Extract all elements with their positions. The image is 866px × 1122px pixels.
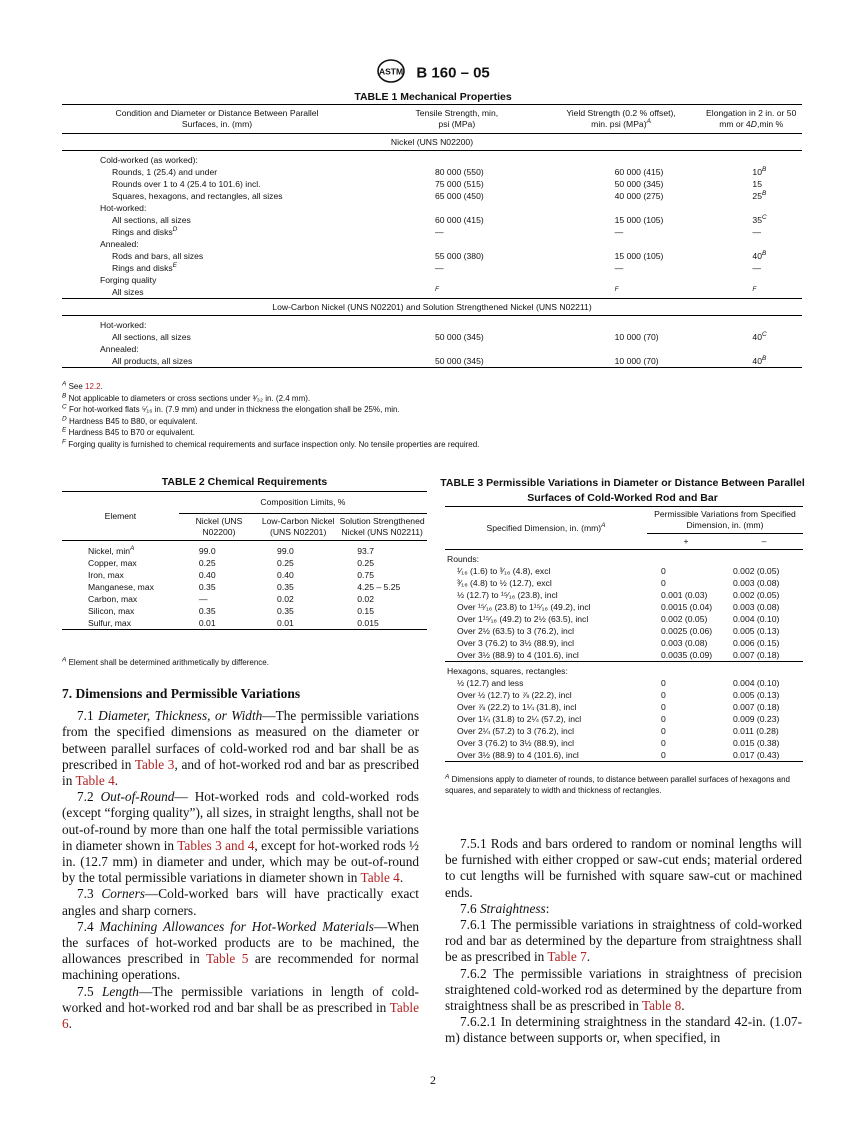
t1-cell-yield <box>542 202 701 214</box>
t1-cell-elongation <box>700 151 802 167</box>
t1-cell-tensile: 65 000 (450) <box>434 191 484 201</box>
t3-row <box>445 649 803 662</box>
t3-cell-plus: 0 <box>661 578 666 588</box>
para-7-6: 7.6 Straightness: <box>460 900 550 916</box>
t2-cell-value: 0.35 <box>277 606 294 616</box>
t1-cell-yield: 40 000 (275) <box>614 191 664 201</box>
t3-row <box>445 701 803 713</box>
footnote-marker: B <box>761 166 767 174</box>
link-table6[interactable]: Table 6 <box>62 999 419 1032</box>
t1-cell-elongation <box>700 238 802 250</box>
t1-cell-elongation <box>700 316 802 332</box>
t1-cell-tensile <box>372 316 542 332</box>
designation: B 160 – 05 <box>416 64 490 82</box>
t1-cell-tensile: 60 000 (415) <box>434 215 484 225</box>
t1-cell-elongation: F <box>752 286 757 294</box>
t2-header-element: Element <box>62 492 179 541</box>
para-7-5: 7.5 Length—The permissible variations in length of cold-worked and hot-worked rod and bar shall be as prescribed in Table 6. <box>62 983 419 1032</box>
t1-row <box>62 331 802 343</box>
t2-cell-value: 0.35 <box>198 606 216 616</box>
t2-cell-value: 4.25 – 5.25 <box>357 582 401 592</box>
link-table3[interactable]: Table 3 <box>134 756 175 772</box>
t2-cell-element: Silicon, max <box>88 606 135 616</box>
t1-row <box>62 202 802 214</box>
t1-cell-yield: 15 000 (105) <box>614 251 664 261</box>
t3-cell-dimension: Over 2¼ (57.2) to 3 (76.2), incl <box>457 726 575 736</box>
t3-cell-plus: 0 <box>661 566 666 576</box>
t1-cell-yield <box>542 151 701 167</box>
t3-row <box>445 565 803 577</box>
t3-cell-plus: 0 <box>661 726 666 736</box>
t3-cell-plus: 0.0025 (0.06) <box>661 626 713 636</box>
t3-cell-minus: 0.002 (0.05) <box>733 566 780 576</box>
footnote-marker: D <box>172 226 178 234</box>
t1-row <box>62 226 802 238</box>
t3-cell-minus: 0.004 (0.10) <box>733 614 780 624</box>
t3-row <box>445 749 803 762</box>
t2-cell-value: 0.02 <box>357 594 374 604</box>
t2-cell-value: 0.25 <box>198 558 216 568</box>
t3-cell-plus: 0.001 (0.03) <box>661 590 708 600</box>
t3-row <box>445 613 803 625</box>
footnote-marker: E <box>172 262 178 270</box>
footnote-marker: C <box>761 214 767 222</box>
para-7-6-2: 7.6.2 The permissible variations in straightness of precision straightened cold-worked rod as determined by the departure from straightness shall be as prescribed in Table 8. <box>445 965 802 1014</box>
t2-cell-value: 0.015 <box>357 618 379 628</box>
t3-row <box>445 677 803 689</box>
t2-row <box>62 581 427 593</box>
link-table4-b[interactable]: Table 4 <box>360 870 400 886</box>
t1-row <box>62 214 802 226</box>
t1-cell-condition: All sections, all sizes <box>112 332 191 342</box>
t2-cell-value: 0.75 <box>357 570 374 580</box>
t3-cell-dimension: ½ (12.7) and less <box>457 678 524 688</box>
t3-cell-dimension: Over 3½ (88.9) to 4 (101.6), incl <box>457 750 579 760</box>
t3-row <box>445 737 803 749</box>
t1-cell-tensile: 55 000 (380) <box>434 251 484 261</box>
t3-cell-plus: 0.002 (0.05) <box>661 614 708 624</box>
link-table7[interactable]: Table 7 <box>547 949 587 965</box>
t3-cell-plus: 0.0035 (0.09) <box>661 650 713 660</box>
t1-cell-elongation: $25^B$ <box>752 190 767 201</box>
t3-header-minus: – <box>761 536 767 546</box>
t1-cell-yield <box>542 238 701 250</box>
t1-cell-tensile <box>372 151 542 167</box>
t1-cell-elongation: 15 <box>752 179 762 189</box>
t1-section-row <box>62 134 802 151</box>
table2-title: TABLE 2 Chemical Requirements <box>161 476 328 488</box>
t3-row <box>445 689 803 701</box>
t1-cell-tensile: 80 000 (550) <box>434 167 484 177</box>
t2-cell-value: — <box>198 594 208 604</box>
table3 <box>445 506 803 762</box>
t1-cell-yield <box>542 316 701 332</box>
t3-row <box>445 637 803 649</box>
t3-cell-plus: 0 <box>661 702 666 712</box>
footnote-marker: B <box>761 250 767 258</box>
table3-footnote: $^A$ Dimensions apply to diameter of rounds, to distance between parallel surfaces of hexagons and squares, and separately to width and thickness of rectangles. <box>445 773 790 796</box>
t1-cell-yield: 10 000 (70) <box>614 356 659 366</box>
t1-cell-tensile <box>372 274 542 286</box>
t2-row <box>62 569 427 581</box>
t1-cell-elongation: $35^C$ <box>752 214 767 225</box>
t2-header-col2: Low-Carbon Nickel (UNS N02201) <box>261 516 335 537</box>
t1-row <box>62 316 802 332</box>
t3-cell-minus: 0.009 (0.23) <box>733 714 780 724</box>
t1-cell-condition: Rods and bars, all sizes <box>112 251 204 261</box>
t1-cell-yield <box>542 274 701 286</box>
t1-cell-condition: Annealed: <box>100 344 139 354</box>
t1-row <box>62 262 802 274</box>
t1-row <box>62 178 802 190</box>
t3-group-label: Rounds: <box>447 554 480 564</box>
t1-header-tensile: Tensile Strength, min, psi (MPa) <box>415 108 499 129</box>
t1-cell-condition: Forging quality <box>100 275 157 285</box>
t2-cell-value: 99.0 <box>198 546 216 556</box>
t3-cell-minus: 0.005 (0.13) <box>733 626 780 636</box>
link-table5[interactable]: Table 5 <box>205 951 249 967</box>
t3-cell-minus: 0.003 (0.08) <box>733 578 780 588</box>
t1-cell-condition: Rings and disks$^D$ <box>112 226 178 237</box>
t3-header-spec: Specified Dimension, in. (mm)$^A$ <box>445 507 647 550</box>
t1-cell-tensile: — <box>434 227 444 237</box>
t1-cell-condition: All sections, all sizes <box>112 215 191 225</box>
t3-cell-plus: 0 <box>661 714 666 724</box>
t3-cell-dimension: Over ¹⁵⁄₁₆ (23.8) to 1¹⁵⁄₁₆ (49.2), incl <box>457 602 591 612</box>
t2-cell-value: 0.25 <box>277 558 294 568</box>
t2-cell-value: 0.01 <box>277 618 294 628</box>
t3-cell-minus: 0.006 (0.15) <box>733 638 780 648</box>
t1-row <box>62 190 802 202</box>
t1-cell-tensile: — <box>434 263 444 273</box>
t1-cell-condition: Rounds over 1 to 4 (25.4 to 101.6) incl. <box>112 179 261 189</box>
t3-cell-plus: 0.0015 (0.04) <box>661 602 713 612</box>
t1-cell-condition: Rounds, 1 (25.4) and under <box>112 167 218 177</box>
link-table4[interactable]: Table 4 <box>75 773 115 789</box>
t1-cell-yield <box>542 343 701 355</box>
para-7-4: 7.4 Machining Allowances for Hot-Worked Materials—When the surfaces of hot-worked products are to be machined, the allowances prescribed in Table 5 are recommended for normal machining operations. <box>62 918 419 983</box>
page-number: 2 <box>430 1073 436 1087</box>
t2-cell-element: Copper, max <box>88 558 137 568</box>
t3-cell-minus: 0.005 (0.13) <box>733 690 780 700</box>
t2-cell-value: 0.40 <box>277 570 294 580</box>
t2-cell-value: 0.25 <box>357 558 374 568</box>
footnote-b: $^B$ Not applicable to diameters or cross sections under ³⁄₃₂ in. (2.4 mm). <box>62 391 311 403</box>
t1-cell-yield: 60 000 (415) <box>614 167 664 177</box>
link-table8[interactable]: Table 8 <box>641 998 682 1014</box>
t2-header-group: Composition Limits, % <box>179 492 427 514</box>
t3-group-row <box>445 662 803 678</box>
footnote-a-link[interactable]: 12.2 <box>85 382 101 391</box>
t1-cell-tensile <box>372 343 542 355</box>
t1-cell-condition: Annealed: <box>100 239 139 249</box>
t2-cell-value: 0.40 <box>198 570 216 580</box>
t3-cell-dimension: Over 2½ (63.5) to 3 (76.2), incl <box>457 626 575 636</box>
t1-cell-tensile <box>372 238 542 250</box>
t3-cell-minus: 0.003 (0.08) <box>733 602 780 612</box>
t1-cell-tensile: 75 000 (515) <box>434 179 484 189</box>
t3-cell-dimension: ½ (12.7) to ¹⁵⁄₁₆ (23.8), incl <box>457 590 558 600</box>
footnote-marker: C <box>761 331 767 339</box>
table2-footnote: $^A$ Element shall be determined arithmetically by difference. <box>62 656 269 667</box>
t3-cell-dimension: Over 3 (76.2) to 3½ (88.9), incl <box>457 738 575 748</box>
para-7-3: 7.3 Corners—Cold-worked bars will have practically exact angles and sharp corners. <box>62 886 419 918</box>
t2-cell-element: Manganese, max <box>88 582 154 592</box>
t3-cell-dimension: Over ½ (12.7) to ⅞ (22.2), incl <box>457 690 572 700</box>
t1-cell-yield: 50 000 (345) <box>614 179 664 189</box>
svg-text:ASTM: ASTM <box>379 66 404 77</box>
footnote-marker: A <box>130 545 135 553</box>
t1-cell-condition: Cold-worked (as worked): <box>100 155 198 165</box>
t2-row <box>62 541 427 558</box>
t2-cell-element: Iron, max <box>88 570 124 580</box>
t1-header-yield: Yield Strength (0.2 % offset), min. psi (MPa)$^A$ <box>566 108 676 129</box>
t3-cell-dimension: ¹⁄₁₆ (1.6) to ³⁄₁₆ (4.8), excl <box>457 566 551 576</box>
table1 <box>62 104 802 368</box>
t2-cell-value: 0.35 <box>277 582 294 592</box>
t3-row <box>445 725 803 737</box>
t2-row <box>62 605 427 617</box>
t3-group-row <box>445 550 803 566</box>
t2-row <box>62 617 427 630</box>
t1-cell-elongation: — <box>752 263 762 273</box>
t3-cell-plus: 0 <box>661 690 666 700</box>
para-7-1: 7.1 Diameter, Thickness, or Width—The permissible variations from the specified dimensions as measured on the diameter or between parallel surfaces of cold-worked rod and bar shall be as prescribed in Table 3, and of hot-worked rod and bar as prescribed in Table 4. <box>62 708 419 789</box>
footnote-d: $^D$ Hardness B45 to B80, or equivalent. <box>62 415 198 426</box>
t1-cell-yield: F <box>614 286 619 294</box>
t3-cell-dimension: ³⁄₁₆ (4.8) to ½ (12.7), excl <box>457 578 552 588</box>
t2-cell-element: Nickel, $\min^A$ <box>88 545 135 556</box>
t1-cell-condition: Hot-worked: <box>100 320 147 330</box>
t3-cell-minus: 0.007 (0.18) <box>733 650 780 660</box>
page-header <box>0 58 866 88</box>
left-column <box>62 686 419 1032</box>
t3-cell-plus: 0 <box>661 738 666 748</box>
t3-cell-minus: 0.017 (0.43) <box>733 750 780 760</box>
footnote-e: $^E$ Hardness B45 to B70 or equivalent. <box>62 426 195 438</box>
t1-row <box>62 355 802 368</box>
astm-logo-icon <box>376 58 406 88</box>
t1-row <box>62 286 802 299</box>
t3-cell-dimension: Over 1¹⁵⁄₁₆ (49.2) to 2½ (63.5), incl <box>457 614 589 624</box>
t2-cell-value: 93.7 <box>357 546 374 556</box>
t3-row <box>445 589 803 601</box>
t1-cell-elongation <box>700 343 802 355</box>
t3-cell-dimension: Over 3 (76.2) to 3½ (88.9), incl <box>457 638 575 648</box>
t1-cell-yield: 15 000 (105) <box>614 215 664 225</box>
t2-cell-value: 0.01 <box>198 618 216 628</box>
right-column <box>445 836 802 1047</box>
t1-cell-tensile: 50 000 (345) <box>434 332 484 342</box>
t1-row <box>62 250 802 262</box>
t2-cell-value: 0.35 <box>198 582 216 592</box>
footnote-marker: B <box>761 355 767 363</box>
t1-cell-tensile <box>372 202 542 214</box>
t1-cell-yield: — <box>614 227 624 237</box>
table1-title: TABLE 1 Mechanical Properties <box>354 91 512 103</box>
t3-cell-minus: 0.015 (0.38) <box>733 738 780 748</box>
t3-cell-plus: 0.003 (0.08) <box>661 638 708 648</box>
t1-section-row <box>62 299 802 316</box>
t2-header-col3: Solution Strengthened Nickel (UNS N02211) <box>339 516 425 537</box>
t1-header-condition: Condition and Diameter or Distance Between Parallel Surfaces, in. (mm) <box>115 108 319 129</box>
t2-row <box>62 593 427 605</box>
t2-cell-value: 0.02 <box>277 594 294 604</box>
para-7-6-1: 7.6.1 The permissible variations in straightness of cold-worked rod and bar as determined by the departure from straightness shall be as prescribed in Table 7. <box>445 917 802 965</box>
t1-section-label: Low-Carbon Nickel (UNS N02201) and Solution Strengthened Nickel (UNS N02211) <box>272 302 592 312</box>
t3-cell-minus: 0.002 (0.05) <box>733 590 780 600</box>
t1-cell-condition: All products, all sizes <box>112 356 193 366</box>
footnote-c: $^C$ For hot-worked flats ⁵⁄₁₆ in. (7.9 mm) and under in thickness the elongation shall be 25%, min. <box>62 403 400 415</box>
t1-row <box>62 274 802 286</box>
table1-footnotes <box>62 381 802 451</box>
section7-heading: 7. Dimensions and Permissible Variations <box>62 686 301 701</box>
t1-cell-elongation: $40^C$ <box>752 331 767 342</box>
t2-row <box>62 557 427 569</box>
t1-row <box>62 238 802 250</box>
t1-row <box>62 151 802 167</box>
t1-cell-tensile: 50 000 (345) <box>434 356 484 366</box>
t1-cell-elongation: $10^B$ <box>752 166 767 177</box>
t1-header-elongation: Elongation in 2 in. or 50 mm or 4D,min % <box>706 108 797 129</box>
t3-row <box>445 577 803 589</box>
t1-cell-elongation: $40^B$ <box>752 250 767 261</box>
t1-cell-elongation: $40^B$ <box>752 355 767 366</box>
table3-title: TABLE 3 Permissible Variations in Diameter or Distance Between Parallel Surfaces of Cold-Worked Rod and Bar <box>440 477 805 504</box>
t2-cell-value: 0.15 <box>357 606 374 616</box>
footnote-a: $^A$ See 12.2. <box>62 380 103 391</box>
t1-cell-yield: — <box>614 263 624 273</box>
t2-cell-element: Carbon, max <box>88 594 138 604</box>
t3-header-plus: + <box>683 536 689 546</box>
t3-cell-minus: 0.011 (0.28) <box>733 726 779 736</box>
t2-cell-element: Sulfur, max <box>88 618 131 628</box>
t1-row <box>62 343 802 355</box>
t1-row <box>62 166 802 178</box>
para-7-6-2-1: 7.6.2.1 In determining straightness in the standard 42-in. (1.07-m) distance between supports or, when specified, in <box>445 1014 802 1046</box>
t1-cell-condition: All sizes <box>112 287 144 297</box>
t3-cell-minus: 0.007 (0.18) <box>733 702 780 712</box>
t3-row <box>445 625 803 637</box>
t3-cell-dimension: Over 3½ (88.9) to 4 (101.6), incl <box>457 650 579 660</box>
para-7-2: 7.2 Out-of-Round— Hot-worked rods and cold-worked rods (except “forging quality”), all sizes, in straight lengths, shall not be out-of-round by more than one half the total permissible variations in diameter shown in Tables 3 and 4, except for hot-worked rods ½ in. (12.7 mm) in diameter and under, which may be out-of-round by the total permissible variations in diameter shown in Table 4. <box>62 789 419 886</box>
t3-group-label: Hexagons, squares, rectangles: <box>447 666 568 676</box>
footnote-marker: B <box>761 190 767 198</box>
t1-cell-condition: Squares, hexagons, and rectangles, all sizes <box>112 191 283 201</box>
t1-cell-elongation: — <box>752 227 762 237</box>
footnote-f: $^F$ Forging quality is furnished to chemical requirements and surface inspection only. No tensile properties are required. <box>62 438 480 449</box>
t1-cell-yield: 10 000 (70) <box>614 332 659 342</box>
t3-row <box>445 601 803 613</box>
t1-cell-condition: Rings and disks$^E$ <box>112 262 178 273</box>
t3-cell-dimension: Over 1¼ (31.8) to 2¼ (57.2), incl <box>457 714 582 724</box>
t3-header-perm: Permissible Variations from Specified Dimension, in. (mm) <box>647 507 803 534</box>
t1-cell-tensile: F <box>434 286 439 294</box>
t3-cell-plus: 0 <box>661 750 666 760</box>
t1-section-label: Nickel (UNS N02200) <box>390 137 474 147</box>
t3-cell-dimension: Over ⅞ (22.2) to 1¼ (31.8), incl <box>457 702 577 712</box>
table2 <box>62 491 427 630</box>
t2-header-col1: Nickel (UNS N02200) <box>195 516 243 537</box>
t1-cell-elongation <box>700 202 802 214</box>
t3-cell-plus: 0 <box>661 678 666 688</box>
t1-cell-elongation <box>700 274 802 286</box>
t2-cell-value: 99.0 <box>277 546 294 556</box>
t3-row <box>445 713 803 725</box>
t1-cell-condition: Hot-worked: <box>100 203 147 213</box>
para-7-5-1: 7.5.1 Rods and bars ordered to random or nominal lengths will be furnished with either cropped or saw-cut ends; material ordered to cut lengths will be furnished with square saw-cut or machined ends. <box>445 836 802 900</box>
t3-cell-minus: 0.004 (0.10) <box>733 678 780 688</box>
link-tables-3-4[interactable]: Tables 3 and 4 <box>177 837 255 853</box>
